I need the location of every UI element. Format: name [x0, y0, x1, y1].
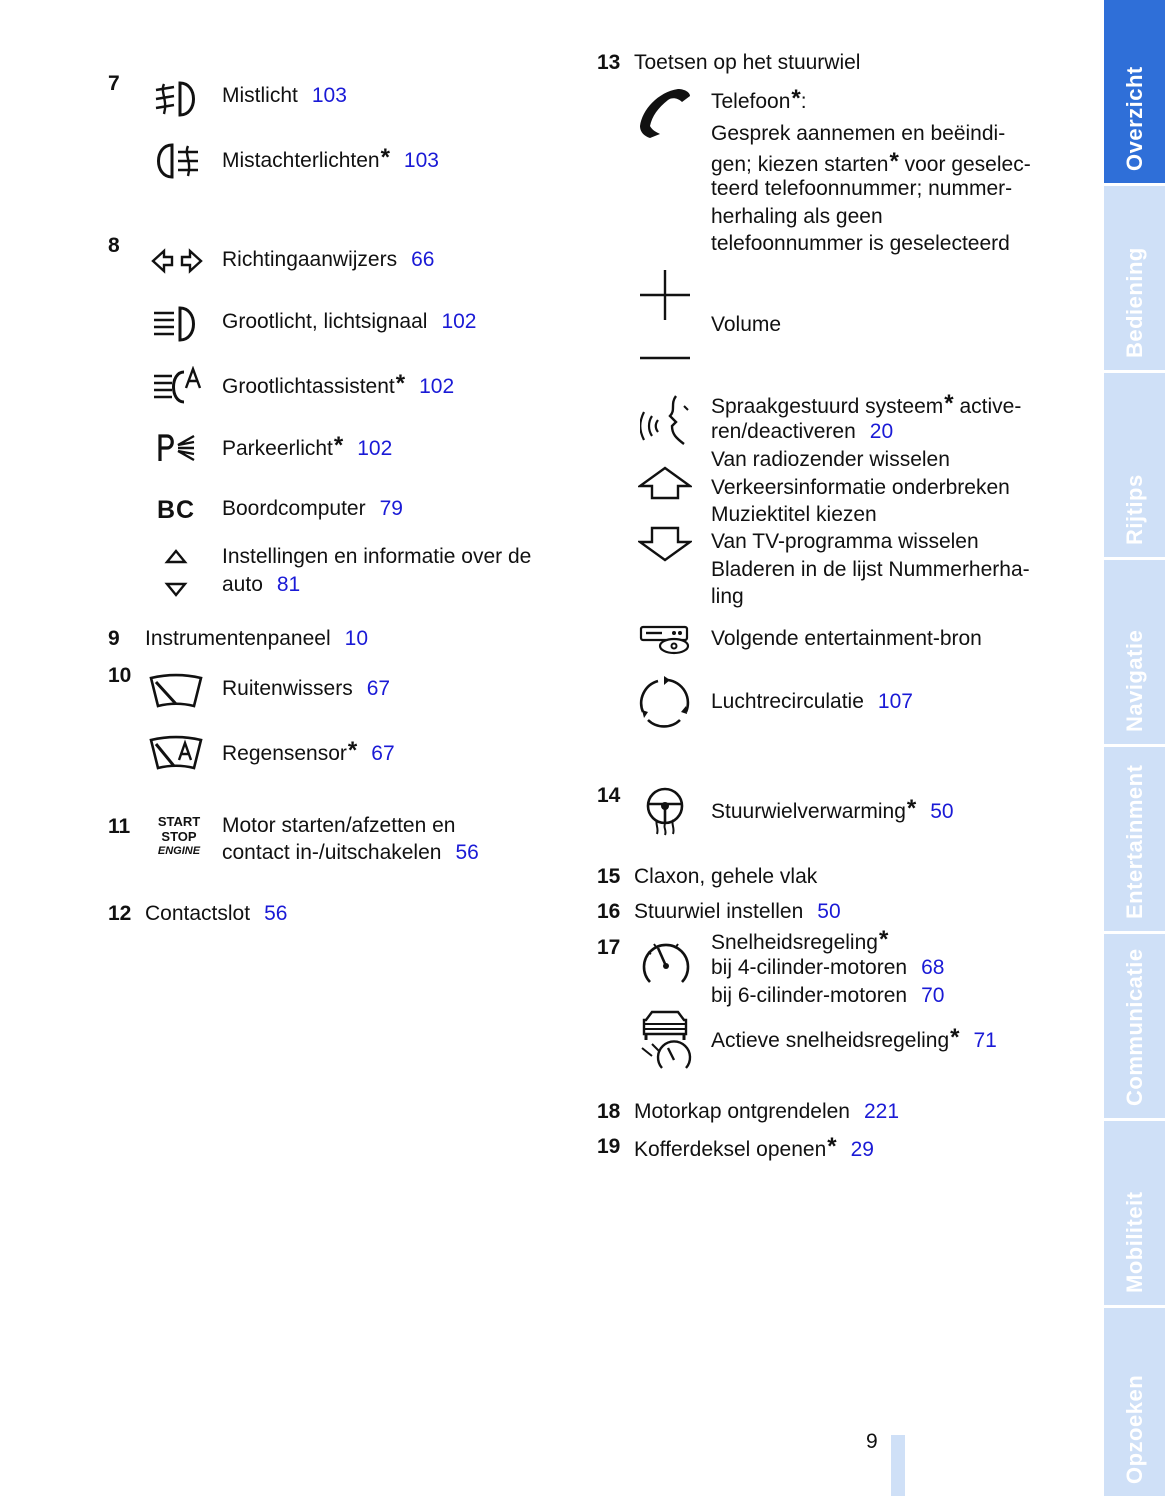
section-number: 19	[597, 1135, 621, 1158]
item-motorkap: Motorkap ontgrendelen 221	[634, 1100, 900, 1123]
updown-line: Van radiozender wisselen	[711, 448, 950, 471]
page-ref-link[interactable]: 103	[311, 84, 347, 107]
phone-title: Telefoon*:	[711, 85, 807, 113]
page-ref-link[interactable]: 29	[850, 1138, 874, 1161]
air-recirculation-icon	[638, 676, 692, 730]
chapter-tab-bar	[1104, 0, 1165, 1496]
section-number: 16	[597, 900, 621, 923]
item-grootlicht: Grootlicht, lichtsignaal 102	[222, 310, 477, 333]
bc-icon: BC	[157, 496, 196, 524]
page-ref-link[interactable]: 50	[817, 900, 841, 923]
page-ref-link[interactable]: 71	[973, 1029, 997, 1052]
section-number: 13	[597, 51, 621, 74]
item-kofferdeksel: Kofferdeksel openen* 29	[634, 1133, 874, 1161]
page-ref-link[interactable]: 70	[921, 984, 945, 1007]
start-stop-engine-icon: START STOP ENGINE	[157, 814, 201, 857]
high-beam-assistant-icon	[150, 366, 204, 406]
item-grootlichtassistent: Grootlichtassistent* 102	[222, 370, 455, 398]
up-down-triangle-icon	[164, 548, 188, 600]
section-number: 8	[108, 234, 120, 257]
section-number: 9	[108, 627, 120, 650]
item-contactslot: Contactslot 56	[145, 902, 288, 925]
section-number: 12	[108, 902, 132, 925]
updown-line: Bladeren in de lijst Nummerherha-	[711, 558, 1030, 581]
cruise-line1: bij 4-cilinder-motoren 68	[711, 956, 945, 979]
phone-icon	[638, 86, 692, 140]
item-entertainment-bron: Volgende entertainment-bron	[711, 627, 982, 650]
section-number: 10	[108, 664, 132, 687]
page-ref-link[interactable]: 10	[344, 627, 368, 650]
page-ref-link[interactable]: 79	[379, 497, 403, 520]
item-instrumentenpaneel: Instrumentenpaneel 10	[145, 627, 368, 650]
page-ref-link[interactable]: 68	[921, 956, 945, 979]
page-ref-link[interactable]: 221	[863, 1100, 900, 1123]
item-parkeerlicht: Parkeerlicht* 102	[222, 432, 393, 460]
item-ruitenwissers: Ruitenwissers 67	[222, 677, 391, 700]
section-number: 7	[108, 72, 120, 95]
item-actieve-snelheidsregeling: Actieve snelheidsregeling* 71	[711, 1024, 997, 1052]
section-number: 18	[597, 1100, 621, 1123]
item-boordcomputer: Boordcomputer 79	[222, 497, 403, 520]
item-richtingaanwijzers: Richtingaanwijzers 66	[222, 248, 435, 271]
page-ref-link[interactable]: 20	[869, 420, 894, 443]
parking-light-icon	[156, 432, 200, 464]
entertainment-source-icon	[638, 624, 692, 656]
page-ref-link[interactable]: 56	[264, 902, 288, 925]
section-number: 11	[108, 815, 131, 838]
tab-bediening[interactable]: Bediening	[1104, 186, 1165, 373]
cruise-line2: bij 6-cilinder-motoren 70	[711, 984, 945, 1007]
phone-desc-line: telefoonnummer is geselecteerd	[711, 232, 1010, 255]
wiper-icon	[148, 672, 204, 710]
item-regensensor: Regensensor* 67	[222, 737, 395, 765]
tab-overzicht[interactable]: Overzicht	[1104, 0, 1165, 186]
voice-control-icon	[640, 392, 692, 448]
item-stuurwiel-instellen: Stuurwiel instellen 50	[634, 900, 841, 923]
phone-desc-line: gen; kiezen starten* voor geselec-	[711, 148, 1031, 176]
tab-opzoeken[interactable]: Opzoeken	[1104, 1308, 1165, 1496]
item-stuurwielverwarming: Stuurwielverwarming* 50	[711, 795, 954, 823]
phone-desc-line: herhaling als geen	[711, 205, 883, 228]
updown-line: Van TV-programma wisselen	[711, 530, 979, 553]
up-down-arrow-icon	[638, 466, 692, 566]
front-fog-light-icon	[150, 80, 204, 118]
section-number: 14	[597, 784, 621, 807]
item-luchtrecirculatie: Luchtrecirculatie 107	[711, 690, 913, 713]
cruise-control-icon	[640, 938, 692, 986]
plus-minus-icon	[638, 268, 692, 362]
phone-desc-line: Gesprek aannemen en beëindi-	[711, 122, 1006, 145]
item-instellingen-line1: Instellingen en informatie over de	[222, 545, 532, 568]
voice-line2: ren/deactiveren 20	[711, 420, 894, 443]
section-number: 17	[597, 936, 621, 959]
section-title: Toetsen op het stuurwiel	[634, 51, 861, 74]
tab-rijtips[interactable]: Rijtips	[1104, 373, 1165, 560]
item-instellingen-line2: auto 81	[222, 573, 301, 596]
rear-fog-light-icon	[150, 142, 204, 180]
tab-navigatie[interactable]: Navigatie	[1104, 560, 1165, 747]
section-number: 15	[597, 865, 621, 888]
updown-line: ling	[711, 585, 744, 608]
page-ref-link[interactable]: 81	[276, 573, 301, 596]
tab-entertainment[interactable]: Entertainment	[1104, 747, 1165, 934]
page-ref-link[interactable]: 56	[455, 841, 479, 864]
item-mistachterlichten: Mistachterlichten* 103	[222, 144, 439, 172]
updown-line: Verkeersinformatie onderbreken	[711, 476, 1010, 499]
active-cruise-control-icon	[638, 1008, 692, 1072]
page-ref-link[interactable]: 107	[877, 690, 913, 713]
item-motor-starten-line1: Motor starten/afzetten en	[222, 814, 456, 837]
voice-line1: Spraakgestuurd systeem* active-	[711, 390, 1022, 418]
page-ref-link[interactable]: 102	[357, 437, 393, 460]
item-motor-starten-line2: contact in-/uitschakelen 56	[222, 841, 479, 864]
item-claxon: Claxon, gehele vlak	[634, 865, 818, 888]
item-mistlicht: Mistlicht 103	[222, 84, 347, 107]
page-ref-link[interactable]: 67	[366, 677, 391, 700]
page-ref-link[interactable]: 67	[371, 742, 395, 765]
rain-sensor-icon	[148, 734, 204, 774]
high-beam-icon	[150, 305, 204, 343]
item-volume: Volume	[711, 313, 782, 336]
phone-desc-line: teerd telefoonnummer; nummer-	[711, 177, 1013, 200]
page-ref-link[interactable]: 66	[411, 248, 435, 271]
page-ref-link[interactable]: 102	[441, 310, 477, 333]
page-ref-link[interactable]: 50	[930, 800, 954, 823]
updown-line: Muziektitel kiezen	[711, 503, 877, 526]
page-number-bar	[891, 1435, 905, 1496]
heated-steering-wheel-icon	[643, 786, 687, 836]
page-ref-link[interactable]: 103	[403, 149, 439, 172]
page-number: 9	[866, 1430, 878, 1453]
turn-signal-icon	[150, 246, 204, 276]
tab-mobiliteit[interactable]: Mobiliteit	[1104, 1121, 1165, 1308]
cruise-title: Snelheidsregeling*	[711, 926, 889, 954]
tab-communicatie[interactable]: Communicatie	[1104, 934, 1165, 1121]
page-ref-link[interactable]: 102	[419, 375, 455, 398]
